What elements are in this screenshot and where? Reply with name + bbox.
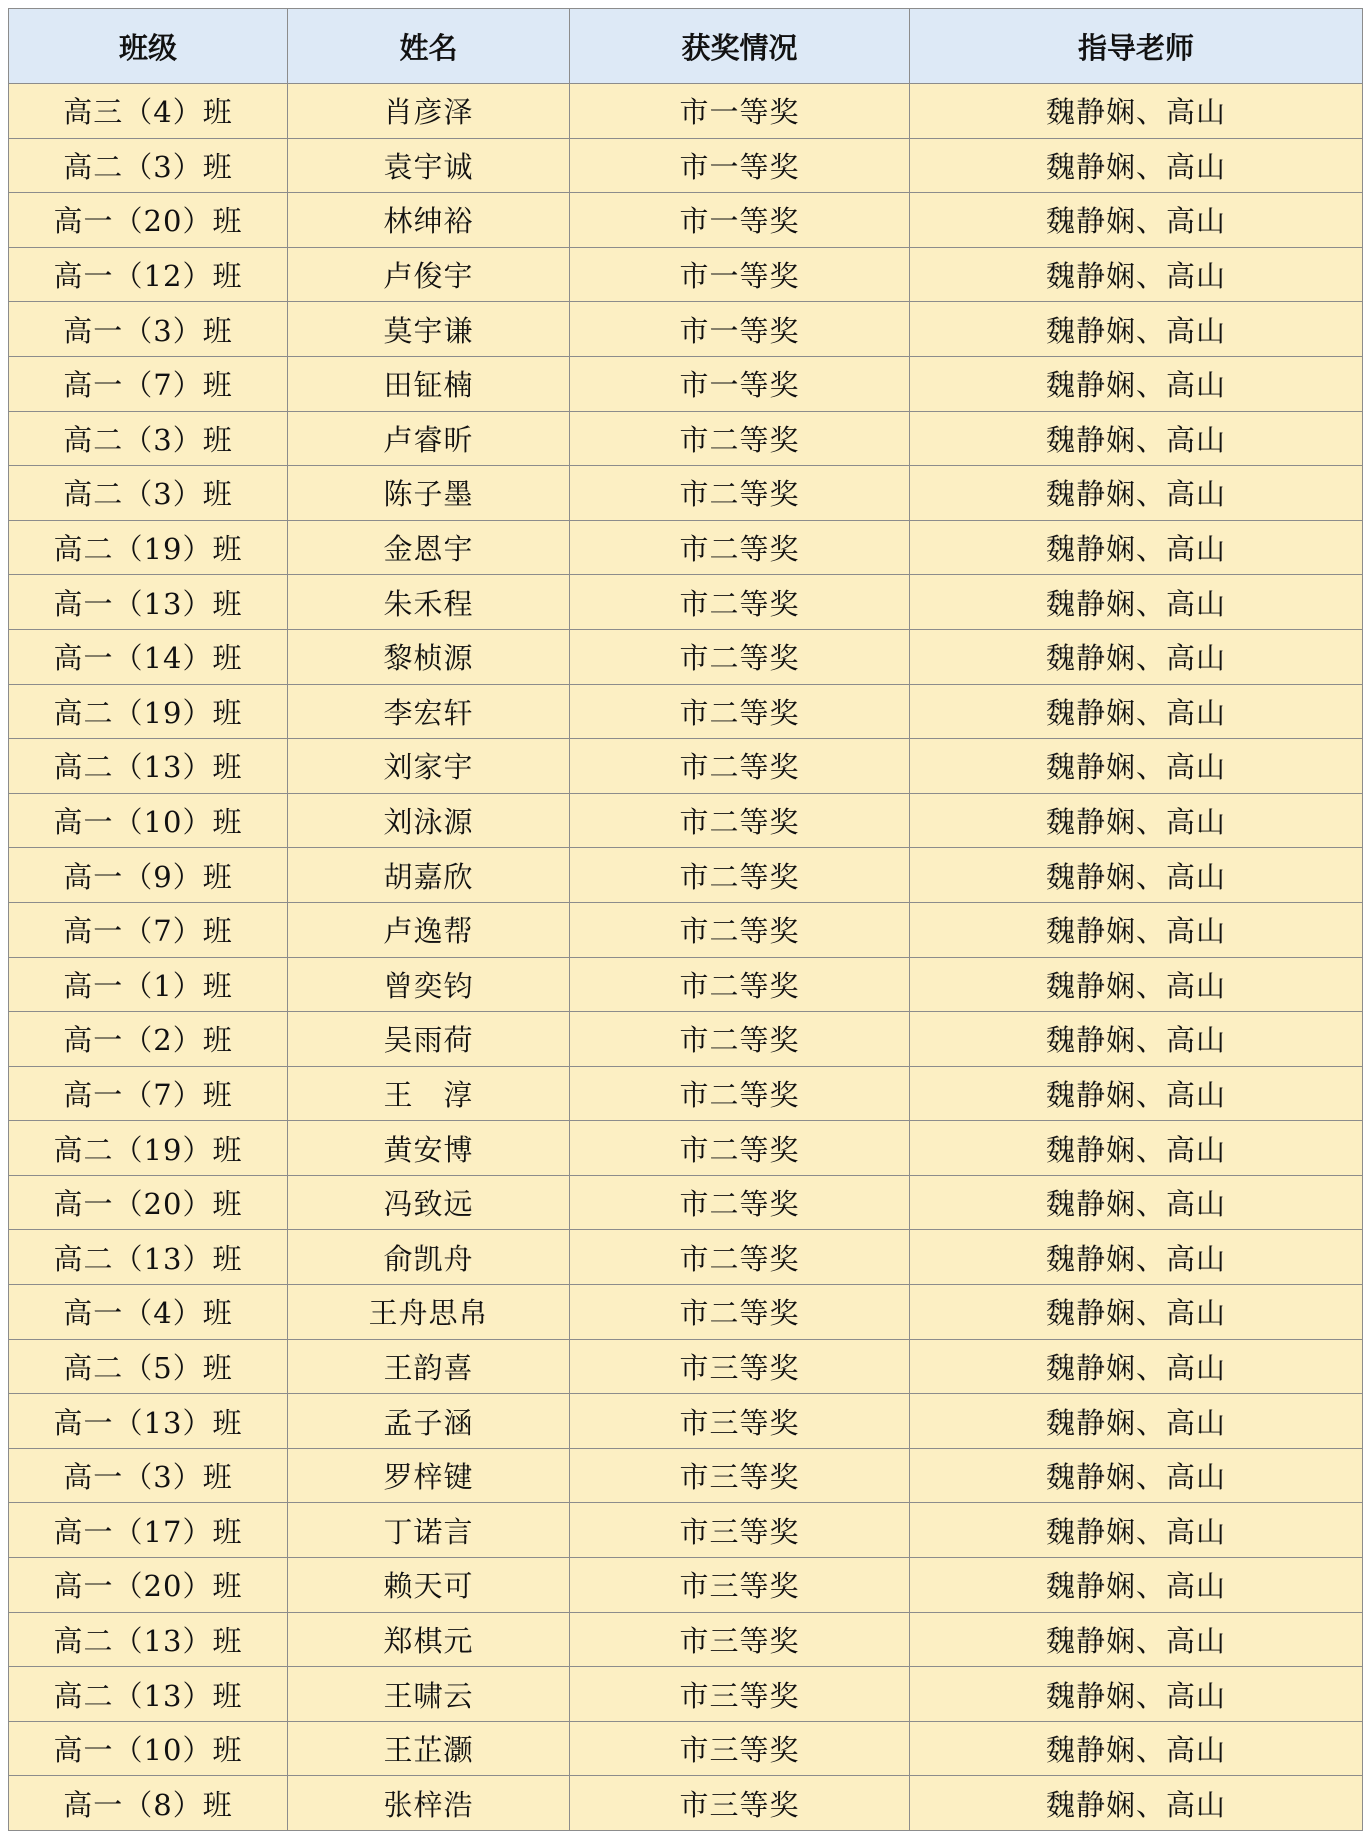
name-cell: 王 淳 — [288, 1066, 570, 1121]
name-cell: 刘泳源 — [288, 793, 570, 848]
table-row — [9, 902, 1363, 957]
award-cell: 市二等奖 — [570, 957, 910, 1012]
advisor-cell: 魏静娴、高山 — [910, 684, 1363, 739]
class-cell: 高一（2）班 — [9, 1012, 288, 1067]
award-cell: 市二等奖 — [570, 520, 910, 575]
award-cell: 市二等奖 — [570, 1285, 910, 1340]
award-cell: 市一等奖 — [570, 193, 910, 248]
award-cell: 市三等奖 — [570, 1339, 910, 1394]
class-cell: 高一（14）班 — [9, 629, 288, 684]
class-cell: 高二（3）班 — [9, 466, 288, 521]
award-cell: 市二等奖 — [570, 1121, 910, 1176]
advisor-cell: 魏静娴、高山 — [910, 193, 1363, 248]
award-cell: 市二等奖 — [570, 466, 910, 521]
name-cell: 袁宇诚 — [288, 138, 570, 193]
class-cell: 高一（7）班 — [9, 356, 288, 411]
name-cell: 肖彦泽 — [288, 84, 570, 139]
table-row — [9, 1394, 1363, 1449]
award-cell: 市三等奖 — [570, 1558, 910, 1613]
award-cell: 市一等奖 — [570, 302, 910, 357]
table-row — [9, 1667, 1363, 1722]
advisor-cell: 魏静娴、高山 — [910, 848, 1363, 903]
class-cell: 高一（17）班 — [9, 1503, 288, 1558]
name-cell: 卢逸帮 — [288, 902, 570, 957]
advisor-cell: 魏静娴、高山 — [910, 793, 1363, 848]
class-cell: 高一（20）班 — [9, 1558, 288, 1613]
award-cell: 市二等奖 — [570, 902, 910, 957]
class-cell: 高二（13）班 — [9, 1612, 288, 1667]
advisor-cell: 魏静娴、高山 — [910, 629, 1363, 684]
class-cell: 高一（12）班 — [9, 247, 288, 302]
advisor-cell: 魏静娴、高山 — [910, 1175, 1363, 1230]
name-cell: 刘家宇 — [288, 739, 570, 794]
class-cell: 高二（5）班 — [9, 1339, 288, 1394]
advisor-cell: 魏静娴、高山 — [910, 1066, 1363, 1121]
award-cell: 市一等奖 — [570, 247, 910, 302]
class-cell: 高二（13）班 — [9, 739, 288, 794]
header-award: 获奖情况 — [570, 9, 910, 84]
class-cell: 高二（19）班 — [9, 684, 288, 739]
advisor-cell: 魏静娴、高山 — [910, 411, 1363, 466]
table-row — [9, 1121, 1363, 1176]
class-cell: 高一（3）班 — [9, 302, 288, 357]
name-cell: 金恩宇 — [288, 520, 570, 575]
table-row — [9, 466, 1363, 521]
advisor-cell: 魏静娴、高山 — [910, 1121, 1363, 1176]
class-cell: 高二（13）班 — [9, 1667, 288, 1722]
advisor-cell: 魏静娴、高山 — [910, 1667, 1363, 1722]
class-cell: 高一（9）班 — [9, 848, 288, 903]
header-row — [9, 9, 1363, 84]
name-cell: 林绅裕 — [288, 193, 570, 248]
award-cell: 市二等奖 — [570, 1066, 910, 1121]
advisor-cell: 魏静娴、高山 — [910, 739, 1363, 794]
award-cell: 市二等奖 — [570, 1175, 910, 1230]
name-cell: 俞凯舟 — [288, 1230, 570, 1285]
award-cell: 市二等奖 — [570, 793, 910, 848]
table-row — [9, 739, 1363, 794]
table-body — [9, 84, 1363, 1831]
advisor-cell: 魏静娴、高山 — [910, 1012, 1363, 1067]
award-cell: 市二等奖 — [570, 739, 910, 794]
table-row — [9, 684, 1363, 739]
table-row — [9, 138, 1363, 193]
advisor-cell: 魏静娴、高山 — [910, 957, 1363, 1012]
advisor-cell: 魏静娴、高山 — [910, 575, 1363, 630]
advisor-cell: 魏静娴、高山 — [910, 302, 1363, 357]
table-row — [9, 575, 1363, 630]
table-row — [9, 84, 1363, 139]
name-cell: 黎桢源 — [288, 629, 570, 684]
table-row — [9, 957, 1363, 1012]
header-class: 班级 — [9, 9, 288, 84]
advisor-cell: 魏静娴、高山 — [910, 1448, 1363, 1503]
class-cell: 高一（13）班 — [9, 575, 288, 630]
advisor-cell: 魏静娴、高山 — [910, 1503, 1363, 1558]
advisor-cell: 魏静娴、高山 — [910, 1394, 1363, 1449]
advisor-cell: 魏静娴、高山 — [910, 138, 1363, 193]
table-row — [9, 1558, 1363, 1613]
class-cell: 高一（4）班 — [9, 1285, 288, 1340]
advisor-cell: 魏静娴、高山 — [910, 1721, 1363, 1776]
table-row — [9, 1230, 1363, 1285]
advisor-cell: 魏静娴、高山 — [910, 902, 1363, 957]
awards-table — [8, 8, 1363, 1831]
class-cell: 高一（10）班 — [9, 1721, 288, 1776]
award-cell: 市一等奖 — [570, 356, 910, 411]
advisor-cell: 魏静娴、高山 — [910, 247, 1363, 302]
class-cell: 高一（8）班 — [9, 1776, 288, 1831]
award-cell: 市三等奖 — [570, 1612, 910, 1667]
header-name: 姓名 — [288, 9, 570, 84]
name-cell: 孟子涵 — [288, 1394, 570, 1449]
class-cell: 高三（4）班 — [9, 84, 288, 139]
name-cell: 李宏轩 — [288, 684, 570, 739]
table-header — [9, 9, 1363, 84]
class-cell: 高一（7）班 — [9, 1066, 288, 1121]
table-row — [9, 193, 1363, 248]
table-row — [9, 356, 1363, 411]
advisor-cell: 魏静娴、高山 — [910, 1230, 1363, 1285]
award-cell: 市三等奖 — [570, 1776, 910, 1831]
award-cell: 市二等奖 — [570, 684, 910, 739]
name-cell: 王芷灏 — [288, 1721, 570, 1776]
class-cell: 高二（13）班 — [9, 1230, 288, 1285]
table-row — [9, 1503, 1363, 1558]
table-row — [9, 1339, 1363, 1394]
name-cell: 朱禾程 — [288, 575, 570, 630]
advisor-cell: 魏静娴、高山 — [910, 1285, 1363, 1340]
class-cell: 高二（19）班 — [9, 520, 288, 575]
table-row — [9, 793, 1363, 848]
award-cell: 市二等奖 — [570, 1012, 910, 1067]
award-cell: 市三等奖 — [570, 1667, 910, 1722]
table-row — [9, 1776, 1363, 1831]
name-cell: 王舟思帛 — [288, 1285, 570, 1340]
name-cell: 田钲楠 — [288, 356, 570, 411]
class-cell: 高一（1）班 — [9, 957, 288, 1012]
advisor-cell: 魏静娴、高山 — [910, 520, 1363, 575]
name-cell: 黄安博 — [288, 1121, 570, 1176]
name-cell: 莫宇谦 — [288, 302, 570, 357]
table-row — [9, 629, 1363, 684]
advisor-cell: 魏静娴、高山 — [910, 356, 1363, 411]
class-cell: 高二（19）班 — [9, 1121, 288, 1176]
award-cell: 市二等奖 — [570, 575, 910, 630]
award-cell: 市二等奖 — [570, 629, 910, 684]
table-row — [9, 1448, 1363, 1503]
award-cell: 市二等奖 — [570, 411, 910, 466]
table-row — [9, 848, 1363, 903]
name-cell: 张梓浩 — [288, 1776, 570, 1831]
class-cell: 高一（20）班 — [9, 193, 288, 248]
name-cell: 丁诺言 — [288, 1503, 570, 1558]
table-row — [9, 1175, 1363, 1230]
name-cell: 吴雨荷 — [288, 1012, 570, 1067]
table-row — [9, 247, 1363, 302]
name-cell: 冯致远 — [288, 1175, 570, 1230]
class-cell: 高二（3）班 — [9, 138, 288, 193]
class-cell: 高一（10）班 — [9, 793, 288, 848]
table-row — [9, 1612, 1363, 1667]
award-cell: 市三等奖 — [570, 1721, 910, 1776]
name-cell: 胡嘉欣 — [288, 848, 570, 903]
table-row — [9, 1285, 1363, 1340]
award-cell: 市三等奖 — [570, 1503, 910, 1558]
class-cell: 高一（7）班 — [9, 902, 288, 957]
name-cell: 赖天可 — [288, 1558, 570, 1613]
class-cell: 高一（13）班 — [9, 1394, 288, 1449]
header-advisor: 指导老师 — [910, 9, 1363, 84]
name-cell: 卢俊宇 — [288, 247, 570, 302]
award-cell: 市一等奖 — [570, 84, 910, 139]
name-cell: 王啸云 — [288, 1667, 570, 1722]
award-cell: 市三等奖 — [570, 1448, 910, 1503]
advisor-cell: 魏静娴、高山 — [910, 1339, 1363, 1394]
name-cell: 卢睿昕 — [288, 411, 570, 466]
table-row — [9, 1066, 1363, 1121]
class-cell: 高二（3）班 — [9, 411, 288, 466]
table-row — [9, 1721, 1363, 1776]
name-cell: 王韵喜 — [288, 1339, 570, 1394]
advisor-cell: 魏静娴、高山 — [910, 1612, 1363, 1667]
class-cell: 高一（20）班 — [9, 1175, 288, 1230]
table-row — [9, 411, 1363, 466]
advisor-cell: 魏静娴、高山 — [910, 466, 1363, 521]
award-cell: 市二等奖 — [570, 1230, 910, 1285]
name-cell: 郑棋元 — [288, 1612, 570, 1667]
table-row — [9, 302, 1363, 357]
name-cell: 陈子墨 — [288, 466, 570, 521]
name-cell: 罗梓键 — [288, 1448, 570, 1503]
advisor-cell: 魏静娴、高山 — [910, 1776, 1363, 1831]
name-cell: 曾奕钧 — [288, 957, 570, 1012]
award-cell: 市二等奖 — [570, 848, 910, 903]
award-cell: 市一等奖 — [570, 138, 910, 193]
award-cell: 市三等奖 — [570, 1394, 910, 1449]
class-cell: 高一（3）班 — [9, 1448, 288, 1503]
advisor-cell: 魏静娴、高山 — [910, 1558, 1363, 1613]
table-row — [9, 520, 1363, 575]
advisor-cell: 魏静娴、高山 — [910, 84, 1363, 139]
table-row — [9, 1012, 1363, 1067]
